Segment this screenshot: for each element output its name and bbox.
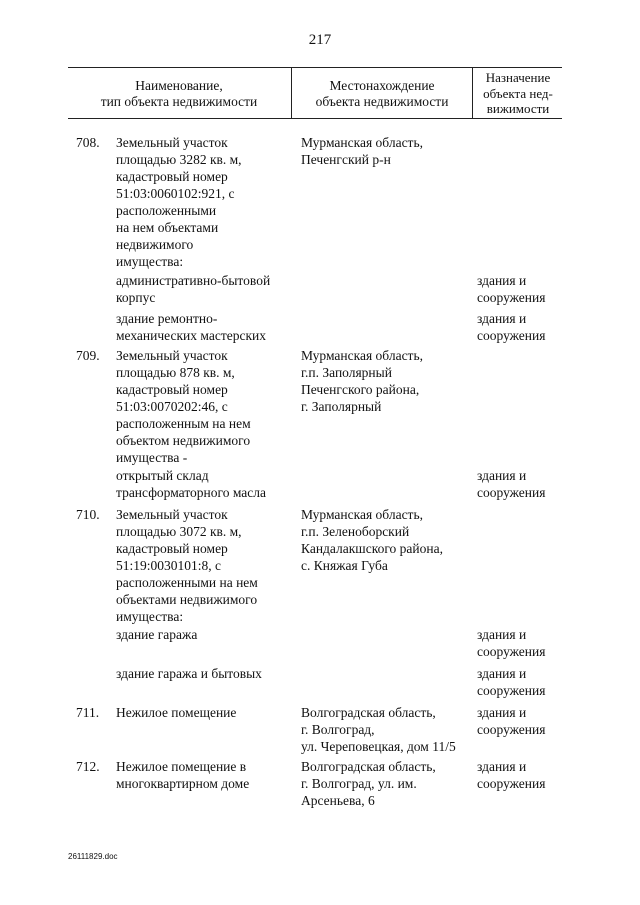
object-name: административно-бытовой корпус: [116, 273, 271, 305]
object-purpose: здания и сооружения: [477, 759, 546, 791]
object-name: Нежилое помещение: [116, 705, 237, 720]
header-purpose: Назначение объекта нед- вижимости: [483, 70, 553, 116]
table-top-rule: [68, 67, 562, 68]
row-number: 712.: [76, 759, 100, 774]
row-number: 709.: [76, 348, 100, 363]
object-name: здание гаража: [116, 627, 198, 642]
page-number: 217: [308, 32, 332, 48]
object-purpose: здания и сооружения: [477, 666, 546, 698]
row-number: 711.: [76, 705, 100, 720]
object-purpose: здания и сооружения: [477, 627, 546, 659]
header-divider-2: [472, 67, 473, 118]
header-divider-1: [291, 67, 292, 118]
object-name: Земельный участок площадью 3072 кв. м, кадастровый номер 51:19:0030101:8, с расположенными на нем объектами недвижимого имущества:: [116, 507, 258, 624]
object-location: Волгоградская область, г. Волгоград, ул. им. Арсеньева, 6: [301, 759, 436, 808]
row-number: 710.: [76, 507, 100, 522]
object-location: Мурманская область, Печенгский р-н: [301, 135, 423, 167]
header-location: Местонахождение объекта недвижимости: [315, 78, 449, 109]
object-name: открытый склад трансформаторного масла: [116, 468, 267, 500]
object-purpose: здания и сооружения: [477, 705, 546, 737]
footer-filename: 26111829.doc: [68, 852, 118, 861]
object-purpose: здания и сооружения: [477, 468, 546, 500]
object-purpose: здания и сооружения: [477, 273, 546, 305]
object-name: Земельный участок площадью 3282 кв. м, кадастровый номер 51:03:0060102:921, с расположенными на нем объектами недвижимого имущества:: [116, 135, 242, 269]
row-number: 708.: [76, 135, 100, 150]
object-purpose: здания и сооружения: [477, 311, 546, 343]
object-location: Волгоградская область, г. Волгоград, ул. Череповецкая, дом 11/5: [301, 705, 456, 754]
object-name: Земельный участок площадью 878 кв. м, кадастровый номер 51:03:0070202:46, с расположенным на нем объектом недвижимого имущества -: [116, 348, 251, 465]
table-header-bottom-rule: [68, 118, 562, 119]
object-location: Мурманская область, г.п. Заполярный Печенгского района, г. Заполярный: [301, 348, 423, 414]
object-name: здание ремонтно- механических мастерских: [116, 311, 266, 343]
object-location: Мурманская область, г.п. Зеленоборский Кандалакшского района, с. Княжая Губа: [301, 507, 443, 573]
header-name-type: Наименование, тип объекта недвижимости: [100, 78, 258, 109]
object-name: здание гаража и бытовых: [116, 666, 262, 681]
object-name: Нежилое помещение в многоквартирном доме: [116, 759, 250, 791]
